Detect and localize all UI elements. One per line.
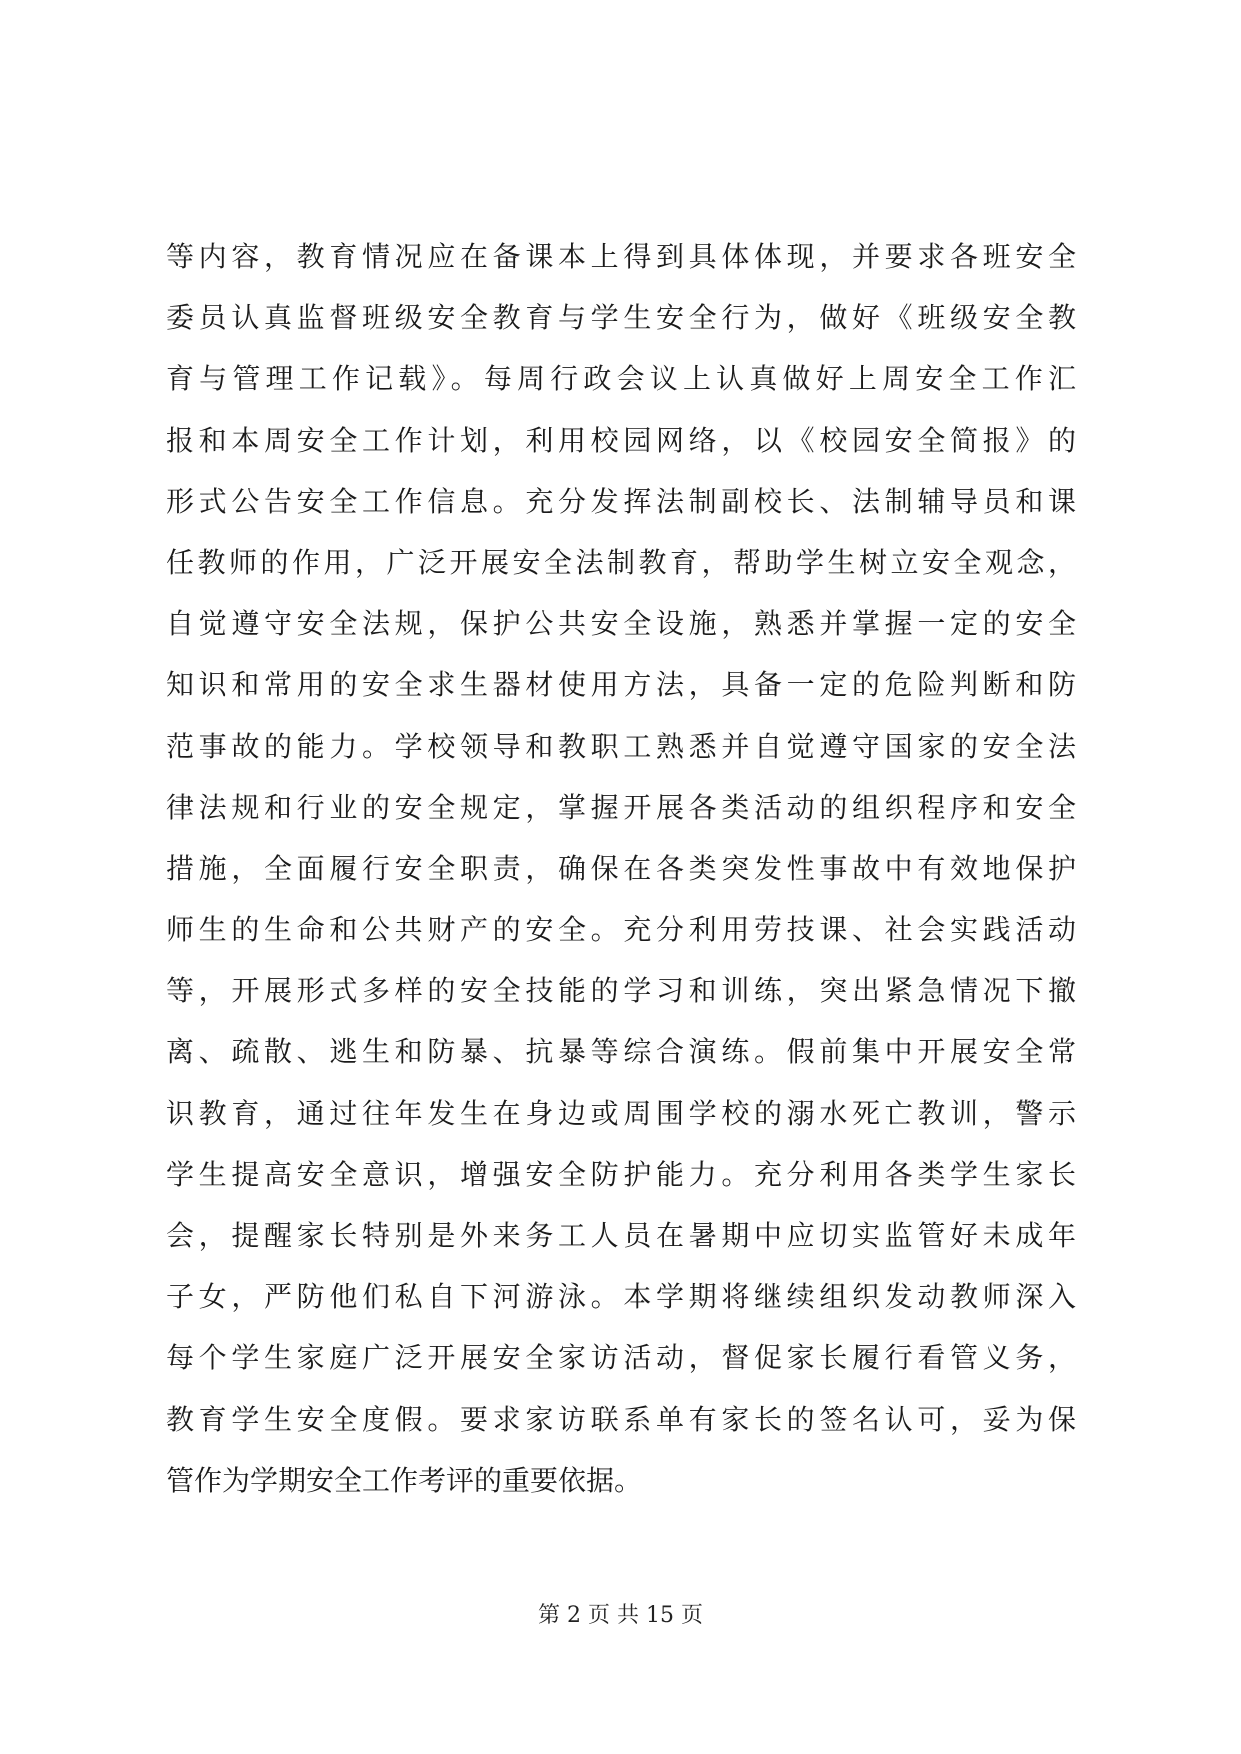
text-line: 每个学生家庭广泛开展安全家访活动，督促家长履行看管义务， bbox=[166, 1341, 1076, 1375]
text-line: 育与管理工作记载》。每周行政会议上认真做好上周安全工作汇 bbox=[166, 362, 1076, 396]
text-line: 等内容，教育情况应在备课本上得到具体体现，并要求各班安全 bbox=[166, 240, 1076, 273]
text-line: 师生的生命和公共财产的安全。充分利用劳技课、社会实践活动 bbox=[166, 913, 1076, 947]
body-paragraph bbox=[166, 226, 1076, 1511]
text-line: 律法规和行业的安全规定，掌握开展各类活动的组织程序和安全 bbox=[166, 790, 1076, 824]
text-line: 管作为学期安全工作考评的重要依据。 bbox=[166, 1463, 643, 1497]
text-line: 任教师的作用，广泛开展安全法制教育，帮助学生树立安全观念， bbox=[166, 545, 1076, 579]
text-line: 范事故的能力。学校领导和教职工熟悉并自觉遵守国家的安全法 bbox=[166, 729, 1076, 763]
text-line: 离、疏散、逃生和防暴、抗暴等综合演练。假前集中开展安全常 bbox=[166, 1035, 1076, 1069]
text-line: 学生提高安全意识，增强安全防护能力。充分利用各类学生家长 bbox=[166, 1157, 1076, 1191]
page-number-footer: 第 2 页 共 15 页 bbox=[538, 1603, 703, 1628]
text-line: 知识和常用的安全求生器材使用方法，具备一定的危险判断和防 bbox=[166, 668, 1076, 702]
text-line: 措施，全面履行安全职责，确保在各类突发性事故中有效地保护 bbox=[166, 851, 1076, 885]
text-line: 子女，严防他们私自下河游泳。本学期将继续组织发动教师深入 bbox=[166, 1280, 1076, 1314]
text-line: 等，开展形式多样的安全技能的学习和训练，突出紧急情况下撤 bbox=[166, 974, 1076, 1008]
text-line: 报和本周安全工作计划，利用校园网络，以《校园安全简报》的 bbox=[166, 423, 1076, 457]
text-line: 形式公告安全工作信息。充分发挥法制副校长、法制辅导员和课 bbox=[166, 484, 1076, 518]
text-line: 教育学生安全度假。要求家访联系单有家长的签名认可，妥为保 bbox=[166, 1402, 1076, 1436]
text-line: 识教育，通过往年发生在身边或周围学校的溺水死亡教训，警示 bbox=[166, 1096, 1076, 1130]
text-line: 委员认真监督班级安全教育与学生安全行为，做好《班级安全教 bbox=[166, 301, 1076, 335]
text-line: 会，提醒家长特别是外来务工人员在暑期中应切实监管好未成年 bbox=[166, 1219, 1076, 1252]
text-line: 自觉遵守安全法规，保护公共安全设施，熟悉并掌握一定的安全 bbox=[166, 607, 1076, 641]
